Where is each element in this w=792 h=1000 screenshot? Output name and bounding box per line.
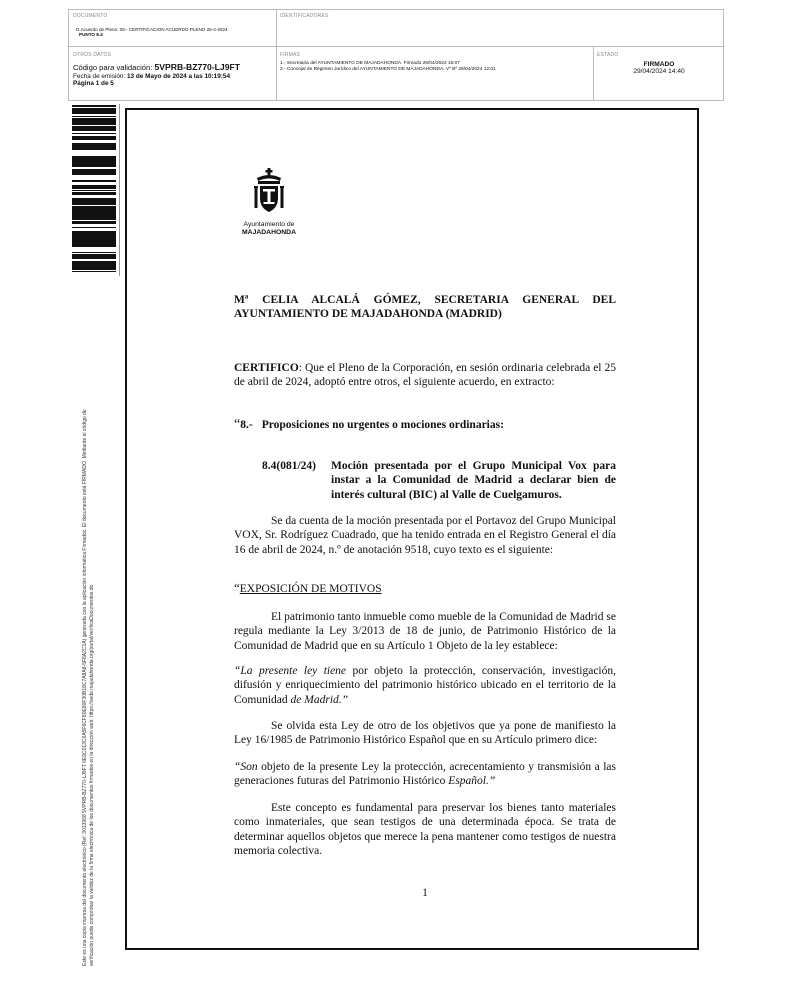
firmas-label: FIRMAS bbox=[280, 52, 301, 58]
paragraph-3: Se olvida esta Ley de otro de los objetivos que ya pone de manifiesto la Ley 16/1985 de Patrimonio Histórico Español que en su Artículo primero dice: bbox=[234, 720, 616, 747]
certifico-label: CERTIFICO bbox=[234, 362, 299, 374]
section-quote: “ bbox=[234, 417, 241, 432]
documento-label: DOCUMENTO bbox=[73, 13, 108, 19]
heading-line-2: AYUNTAMIENTO DE MAJADAHONDA (MADRID) bbox=[234, 308, 502, 320]
section-title: Proposiciones no urgentes o mociones ordinarias: bbox=[261, 419, 504, 431]
otros-datos-label: OTROS DATOS bbox=[73, 52, 112, 58]
firma-1: 1.- Secretaria del AYUNTAMIENTO DE MAJADAHONDA. Firmado 26/04/2024 16:07 bbox=[280, 61, 460, 66]
documento-line2: PUNTO 8.4 bbox=[79, 32, 103, 37]
municipal-logo bbox=[234, 168, 304, 238]
estado-value: FIRMADO bbox=[643, 61, 675, 68]
estado-label: ESTADO bbox=[597, 52, 619, 58]
certifico-text: : Que el Pleno de la Corporación, en sesión ordinaria celebrada el 25 de abril de 2024, adoptó entre otros, el siguiente acuerdo, en extracto: bbox=[234, 362, 616, 389]
identificadores-cell bbox=[280, 13, 580, 19]
firmas-cell bbox=[280, 52, 590, 72]
motion-title: Moción presentada por el Grupo Municipal Vox para instar a la Comunidad de Madrid a declarar bien de interés cultural (BIC) al Valle de Cuelgamuros. bbox=[331, 460, 616, 501]
coat-of-arms-icon bbox=[251, 168, 287, 216]
document-header bbox=[68, 9, 724, 101]
estado-date: 29/04/2024 14:40 bbox=[633, 68, 685, 75]
quote-1 bbox=[234, 664, 616, 707]
quote-2-text: objeto de la presente Ley la protección, acrecentamiento y transmisión a las generaciones futuras del Patrimonio Histórico bbox=[234, 761, 616, 788]
exposicion-title: EXPOSICIÓN DE MOTIVOS bbox=[239, 583, 382, 595]
verification-side-text-2[interactable]: verificación puede comprobar la validez de la firma electrónica de los documentos firmados en la dirección web: https://sede.majadahonda.org/portal/verificaDocumentos.do bbox=[89, 584, 95, 966]
codigo-validacion bbox=[73, 62, 273, 72]
section-heading bbox=[234, 418, 616, 432]
quote-2 bbox=[234, 760, 616, 789]
quote-2-italic-start: “Son bbox=[234, 761, 258, 773]
estado-cell bbox=[597, 52, 721, 75]
exposicion-heading bbox=[234, 581, 616, 596]
paragraph-1: Se da cuenta de la moción presentada por el Portavoz del Grupo Municipal VOX, Sr. Rodríguez Cuadrado, que ha tenido entrada en el Registro General el día 16 de abril de 2024, n.º de anotación 9518, cuyo texto es el siguiente: bbox=[234, 515, 616, 556]
identificadores-label: IDENTIFICADORES bbox=[280, 13, 329, 19]
fecha-value: 13 de Mayo de 2024 a las 10:19:54 bbox=[127, 73, 231, 80]
fecha-emision bbox=[73, 73, 273, 80]
heading-line-1: Mª CELIA ALCALÁ GÓMEZ, SECRETARIA GENERAL DEL bbox=[234, 294, 616, 306]
codigo-prefix: Código para validación: bbox=[73, 63, 153, 72]
quote-2-italic-end: Español.” bbox=[448, 775, 496, 788]
section-number: 8.- bbox=[240, 419, 253, 431]
exposicion-quote: “ bbox=[234, 580, 240, 595]
barcode-image bbox=[72, 104, 116, 276]
quote-1-text: por objeto la protección, conservación, investigación, difusión y enriquecimiento del patrimonio histórico ubicado en el territorio de la Comunidad bbox=[234, 665, 616, 706]
quote-1-italic-end: de Madrid.” bbox=[290, 693, 349, 706]
certifico-paragraph bbox=[234, 361, 616, 390]
logo-line-1: Ayuntamiento de bbox=[243, 221, 295, 228]
documento-line1: D.Acuerdo de Pleno: 08.- CERTIFICACION ACUERDO PLENO 25-4-2024 bbox=[76, 27, 228, 32]
otros-datos-cell bbox=[73, 52, 273, 87]
paragraph-4: Este concepto es fundamental para preservar los bienes tanto materiales como inmateriales, que sean testigos de una determinada época. Se trata de determinar aquellos objetos que merece la pena mantener como testigos de nuestra memoria colectiva. bbox=[234, 802, 616, 857]
motion-number: 8.4(081/24) bbox=[262, 460, 316, 472]
firma-2: 2.- Concejal de Régimen Jurídico del AYUNTAMIENTO DE MAJADAHONDA. Vº Bº 29/04/2024 12:01 bbox=[280, 67, 496, 72]
quote-1-italic-start: “La presente ley tiene bbox=[234, 665, 347, 677]
logo-line-2: MAJADAHONDA bbox=[242, 229, 296, 236]
documento-cell bbox=[73, 13, 273, 37]
page-number: 1 bbox=[422, 887, 428, 899]
paragraph-2: El patrimonio tanto inmueble como mueble de la Comunidad de Madrid se regula mediante la Ley 3/2013 de 18 de junio, de Patrimonio Histórico de la Comunidad de Madrid que en su Artículo 1 Objeto de la ley establece: bbox=[234, 611, 616, 652]
verification-side-text-1: Este es una copia impresa del documento electrónico (Ref: 3013968 5VPRB-BZ770-LJ9FT 6E9C013C6A5F6CF80E80F30B18C7A8A8-5F8A2C1A) generada con la aplicación informática Firmadoc. El documento está FIRMADO. Mediante el código de bbox=[82, 409, 88, 966]
fecha-prefix: Fecha de emisión: bbox=[73, 73, 126, 80]
barcode-divider bbox=[119, 104, 120, 276]
codigo-value[interactable]: 5VPRB-BZ770-LJ9FT bbox=[154, 62, 240, 72]
pagina: Página 1 de 5 bbox=[73, 80, 114, 87]
